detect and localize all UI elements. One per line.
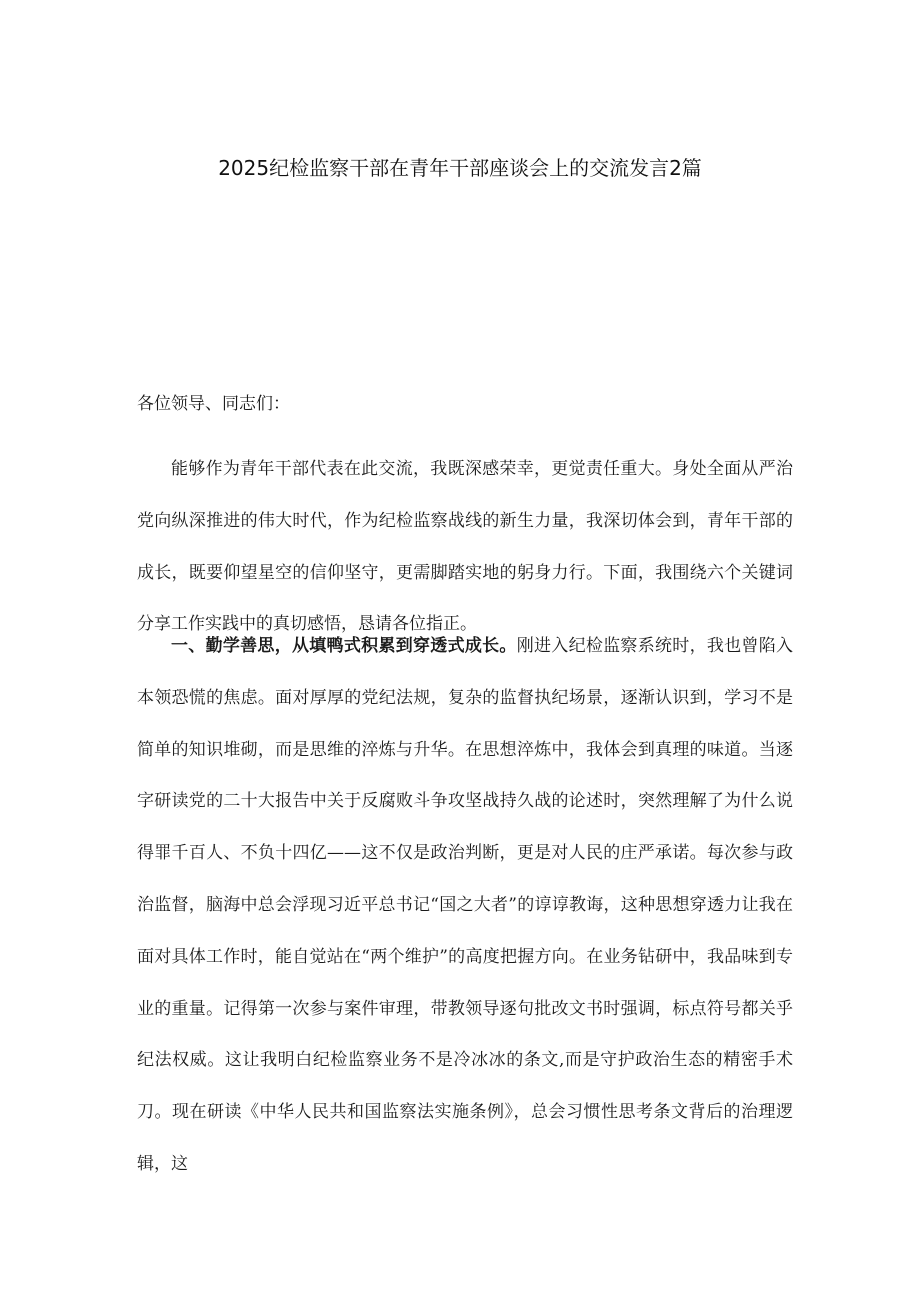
section-one-heading: 一、勤学善思，从填鸭式积累到穿透式成长。	[171, 636, 517, 656]
salutation: 各位领导、同志们：	[137, 394, 290, 414]
document-title: 2025纪检监察干部在青年干部座谈会上的交流发言2篇	[218, 156, 702, 180]
paragraph-intro-body: 能够作为青年干部代表在此交流，我既深感荣幸，更觉责任重大。身处全面从严治党向纵深推进的伟大时代，作为纪检监察战线的新生力量，我深切体会到，青年干部的成长，既要仰望星空的信仰坚守，更需脚踏实地的躬身力行。下面，我围绕六个关键词分享工作实践中的真切感悟，恳请各位指正。	[137, 459, 793, 635]
paragraph-section-one	[137, 621, 793, 1191]
section-one-body: 刚进入纪检监察系统时，我也曾陷入本领恐慌的焦虑。面对厚厚的党纪法规，复杂的监督执纪场景，逐渐认识到，学习不是简单的知识堆砌，而是思维的淬炼与升华。在思想淬炼中，我体会到真理的味道。当逐字研读党的二十大报告中关于反腐败斗争攻坚战持久战的论述时，突然理解了为什么说得罪千百人、不负十四亿——这不仅是政治判断，更是对人民的庄严承诺。每次参与政治监督，脑海中总会浮现习近平总书记“国之大者”的谆谆教诲，这种思想穿透力让我在面对具体工作时，能自觉站在“两个维护”的高度把握方向。在业务钻研中，我品味到专业的重量。记得第一次参与案件审理，带教领导逐句批改文书时强调，标点符号都关乎纪法权威。这让我明白纪检监察业务不是冷冰冰的条文,而是守护政治生态的精密手术刀。现在研读《中华人民共和国监察法实施条例》，总会习惯性思考条文背后的治理逻辑，这	[137, 636, 794, 1174]
